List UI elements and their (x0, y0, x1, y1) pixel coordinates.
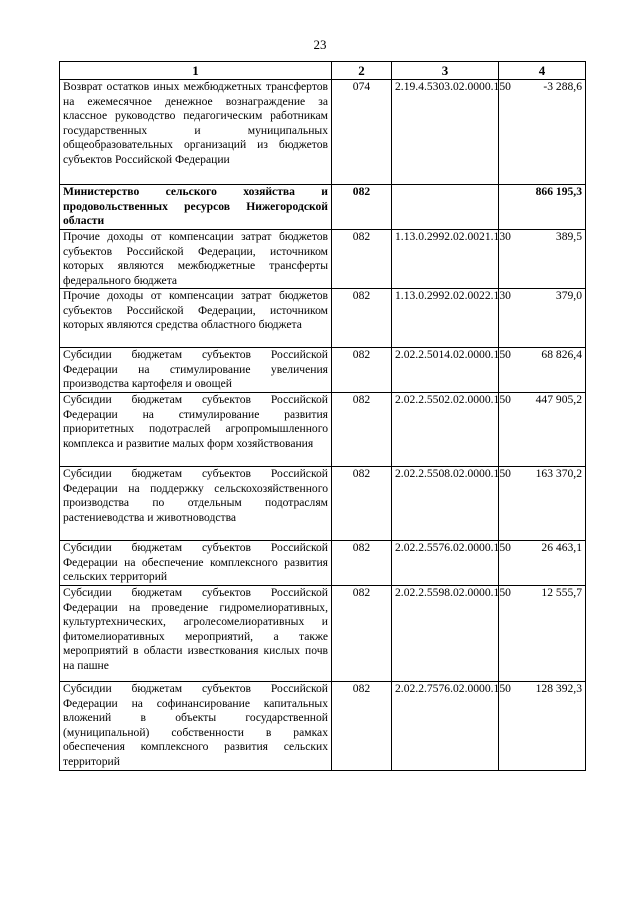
row-amount: 128 392,3 (499, 682, 586, 771)
row-description: Возврат остатков иных межбюджетных трансфертов на ежемесячное денежное вознаграждение за классное руководство педагогическим работникам государственных и муниципальных общеобразовательных организаций из бюджетов субъектов Российской Федерации (60, 80, 332, 185)
table-row-ministry (60, 185, 586, 230)
row-admin-code: 082 (332, 185, 392, 230)
row-description: Субсидии бюджетам субъектов Российской Федерации на стимулирование увеличения производства картофеля и овощей (60, 348, 332, 393)
table-row (60, 289, 586, 348)
table-row (60, 467, 586, 541)
row-amount: 26 463,1 (499, 541, 586, 586)
row-kbk-code: 2.02.2.7576.02.0000.150 (392, 682, 499, 771)
row-amount: 447 905,2 (499, 393, 586, 467)
row-amount: 389,5 (499, 230, 586, 289)
row-amount: 68 826,4 (499, 348, 586, 393)
row-kbk-code (392, 185, 499, 230)
column-header-3: 3 (392, 62, 499, 80)
row-admin-code: 082 (332, 348, 392, 393)
row-kbk-code: 2.02.2.5576.02.0000.150 (392, 541, 499, 586)
row-kbk-code: 1.13.0.2992.02.0021.130 (392, 230, 499, 289)
row-amount: 12 555,7 (499, 586, 586, 682)
table-row (60, 348, 586, 393)
row-amount: -3 288,6 (499, 80, 586, 185)
column-header-4: 4 (499, 62, 586, 80)
column-header-2: 2 (332, 62, 392, 80)
row-description: Министерство сельского хозяйства и продовольственных ресурсов Нижегородской области (60, 185, 332, 230)
row-description: Субсидии бюджетам субъектов Российской Федерации на стимулирование развития приоритетных подотраслей агропромышленного комплекса и развитие малых форм хозяйствования (60, 393, 332, 467)
row-admin-code: 082 (332, 682, 392, 771)
table-row (60, 230, 586, 289)
page-number: 23 (313, 37, 327, 52)
column-header-1: 1 (60, 62, 332, 80)
row-admin-code: 082 (332, 393, 392, 467)
row-admin-code: 082 (332, 467, 392, 541)
table-header-row (60, 62, 586, 80)
row-description: Прочие доходы от компенсации затрат бюджетов субъектов Российской Федерации, источником которых являются средства областного бюджета (60, 289, 332, 348)
table-row (60, 541, 586, 586)
row-description: Субсидии бюджетам субъектов Российской Федерации на обеспечение комплексного развития сельских территорий (60, 541, 332, 586)
table-row (60, 586, 586, 682)
row-amount: 866 195,3 (499, 185, 586, 230)
row-amount: 379,0 (499, 289, 586, 348)
row-admin-code: 082 (332, 586, 392, 682)
table-row (60, 80, 586, 185)
row-admin-code: 074 (332, 80, 392, 185)
row-kbk-code: 2.02.2.5598.02.0000.150 (392, 586, 499, 682)
row-amount: 163 370,2 (499, 467, 586, 541)
row-description: Прочие доходы от компенсации затрат бюджетов субъектов Российской Федерации, источником которых являются межбюджетные трансферты федерального бюджета (60, 230, 332, 289)
row-kbk-code: 2.02.2.5014.02.0000.150 (392, 348, 499, 393)
table-row (60, 393, 586, 467)
row-admin-code: 082 (332, 289, 392, 348)
row-admin-code: 082 (332, 541, 392, 586)
row-kbk-code: 2.19.4.5303.02.0000.150 (392, 80, 499, 185)
row-description: Субсидии бюджетам субъектов Российской Федерации на проведение гидромелиоративных, культуртехнических, агролесомелиоративных и фитомелиоративных мероприятий, а также мероприятий в области известкования кислых почв на пашне (60, 586, 332, 682)
row-description: Субсидии бюджетам субъектов Российской Федерации на софинансирование капитальных вложений в объекты государственной (муниципальной) собственности в рамках обеспечения комплексного развития сельских территорий (60, 682, 332, 771)
budget-table (59, 61, 586, 771)
row-kbk-code: 2.02.2.5502.02.0000.150 (392, 393, 499, 467)
row-description: Субсидии бюджетам субъектов Российской Федерации на поддержку сельскохозяйственного производства по отдельным подотраслям растениеводства и животноводства (60, 467, 332, 541)
row-kbk-code: 1.13.0.2992.02.0022.130 (392, 289, 499, 348)
table-row (60, 682, 586, 771)
row-kbk-code: 2.02.2.5508.02.0000.150 (392, 467, 499, 541)
row-admin-code: 082 (332, 230, 392, 289)
